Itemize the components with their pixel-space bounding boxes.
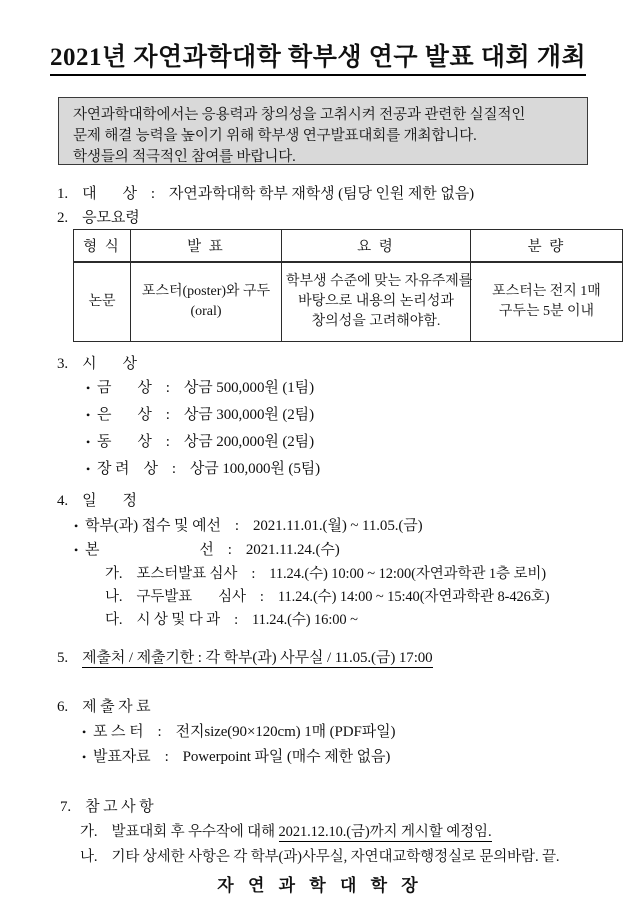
prize-enc-separator: :: [171, 461, 176, 477]
table-cell-presentation: 포스터(poster)와 구두(oral): [131, 262, 282, 342]
prize-bronze-name-b: 상: [137, 434, 152, 450]
prize-silver-value: 상금 300,000원 (2팀): [183, 407, 314, 423]
prize-item-silver: [86, 403, 314, 424]
poster-review-value: 11.24.(수) 10:00 ~ 12:00(자연과학관 1층 로비): [269, 566, 547, 582]
intro-notice-box: [58, 97, 588, 165]
table-cell-format: 논문: [74, 262, 131, 342]
table-row: [74, 262, 623, 342]
schedule-final-value: 2021.11.24.(수): [245, 542, 340, 558]
award-ceremony-value: 11.24.(수) 16:00 ~: [252, 612, 358, 628]
section-6-number: 6.: [57, 699, 69, 715]
prize-item-gold: [86, 376, 314, 397]
prize-bronze-name-a: 동: [97, 434, 112, 450]
award-ceremony-separator: :: [234, 612, 239, 628]
section-3-awards: [57, 352, 137, 373]
schedule-prelim-label: 학부(과) 접수 및 예선: [85, 518, 221, 534]
sub-marker-ga: 가.: [105, 566, 123, 582]
application-guide-table: [73, 229, 623, 342]
section-2-label: 응모요령: [82, 210, 140, 226]
bullet-dot-icon: •: [86, 435, 91, 449]
table-header-row: [74, 230, 623, 263]
prize-gold-name-b: 상: [137, 380, 152, 396]
guide-line-3: 창의성을 고려해야함.: [311, 314, 441, 329]
table-header-format: 형 식: [74, 230, 131, 263]
section-2-number: 2.: [57, 210, 69, 226]
prize-gold-name-a: 금: [97, 380, 112, 396]
prize-silver-name-b: 상: [137, 407, 152, 423]
prize-bronze-value: 상금 200,000원 (2팀): [183, 434, 314, 450]
material-poster-value: 전지size(90×120cm) 1매 (PDF파일): [175, 724, 396, 740]
note-row-contact: [80, 845, 559, 866]
schedule-prelim-value: 2021.11.01.(월) ~ 11.05.(금): [252, 518, 423, 534]
section-3-number: 3.: [57, 356, 69, 372]
section-3-label-a: 시: [82, 356, 97, 372]
prize-enc-name-b: 상: [143, 461, 158, 477]
table-cell-guide: [282, 262, 471, 342]
schedule-prelim-separator: :: [234, 518, 239, 534]
note-posting-deadline: 2021.12.10.(금)까지 게시할 예정임.: [278, 824, 492, 840]
section-1-value: 자연과학대학 학부 재학생 (팀당 인원 제한 없음): [168, 186, 475, 202]
table-header-amount: 분 량: [471, 230, 623, 263]
section-1-separator: :: [150, 186, 155, 202]
section-5-number: 5.: [57, 650, 69, 666]
schedule-sub-poster-review: [105, 562, 546, 583]
prize-item-encouragement: [86, 457, 320, 478]
table-header-guide: 요 령: [282, 230, 471, 263]
schedule-final-separator: :: [227, 542, 232, 558]
bullet-dot-icon: •: [82, 725, 87, 739]
guide-line-1: 학부생 수준에 맞는 자유주제를: [286, 274, 473, 289]
poster-review-label: 포스터발표 심사: [136, 566, 238, 582]
section-7-label: 참 고 사 항: [85, 799, 154, 815]
material-slides-separator: :: [164, 749, 169, 765]
guide-line-2: 바탕으로 내용의 논리성과: [298, 294, 454, 309]
section-7-number: 7.: [60, 799, 72, 815]
material-row-poster: [82, 720, 395, 741]
section-4-schedule: [57, 489, 137, 510]
oral-review-label: 구두발표: [136, 589, 193, 605]
note-row-posting: [80, 820, 492, 841]
schedule-row-preliminary: [74, 514, 423, 535]
material-slides-label: 발표자료: [93, 749, 151, 765]
table-cell-amount: [471, 262, 623, 342]
section-6-label: 제 출 자 료: [82, 699, 151, 715]
intro-line-2: 문제 해결 능력을 높이기 위해 학부생 연구발표대회를 개최합니다.: [73, 128, 477, 144]
prize-gold-value: 상금 500,000원 (1팀): [183, 380, 314, 396]
section-4-label-b: 정: [122, 493, 137, 509]
section-7-notes: [60, 795, 154, 816]
bullet-dot-icon: •: [86, 408, 91, 422]
note-marker-na: 나.: [80, 849, 98, 865]
award-ceremony-label: 시 상 및 다 과: [136, 612, 221, 628]
sub-marker-da: 다.: [105, 612, 123, 628]
bullet-dot-icon: •: [74, 519, 79, 533]
bullet-dot-icon: •: [82, 750, 87, 764]
schedule-final-label-b: 선: [199, 542, 214, 558]
material-row-slides: [82, 745, 390, 766]
material-slides-value: Powerpoint 파일 (매수 제한 없음): [182, 749, 391, 765]
note-contact-text: 기타 상세한 사항은 각 학부(과)사무실, 자연대교학행정실로 문의바람. 끝.: [111, 849, 560, 865]
schedule-row-final: [74, 538, 340, 559]
amount-line-1: 포스터는 전지 1매: [492, 284, 601, 299]
intro-line-1: 자연과학대학에서는 응용력과 창의성을 고취시켜 전공과 관련한 실질적인: [73, 107, 526, 123]
bullet-dot-icon: •: [86, 462, 91, 476]
section-4-number: 4.: [57, 493, 69, 509]
bullet-dot-icon: •: [74, 543, 79, 557]
sub-marker-na: 나.: [105, 589, 123, 605]
prize-gold-separator: :: [165, 380, 170, 396]
schedule-sub-oral-review: [105, 585, 549, 606]
amount-line-2: 구두는 5분 이내: [498, 304, 595, 319]
intro-line-3: 학생들의 적극적인 참여를 바랍니다.: [73, 149, 296, 165]
oral-review-separator: :: [259, 589, 264, 605]
oral-review-value: 11.24.(수) 14:00 ~ 15:40(자연과학관 8-426호): [277, 589, 550, 605]
schedule-final-label-a: 본: [85, 542, 100, 558]
footer-signature: 자 연 과 학 대 학 장: [217, 876, 423, 895]
material-poster-label: 포 스 터: [93, 724, 144, 740]
section-2-application-guide: [57, 206, 140, 227]
poster-review-separator: :: [251, 566, 256, 582]
oral-review-label-pad: 심사: [218, 589, 246, 605]
prize-item-bronze: [86, 430, 314, 451]
section-4-label-a: 일: [82, 493, 97, 509]
section-1-label-b: 상: [122, 186, 137, 202]
schedule-sub-award-ceremony: [105, 608, 358, 629]
section-1-label-a: 대: [82, 186, 97, 202]
page-title: 2021년 자연과학대학 학부생 연구 발표 대회 개최: [50, 44, 586, 76]
prize-silver-name-a: 은: [97, 407, 112, 423]
section-5-text: 제출처 / 제출기한 : 각 학부(과) 사무실 / 11.05.(금) 17:00: [82, 650, 433, 666]
section-1-number: 1.: [57, 186, 69, 202]
prize-silver-separator: :: [165, 407, 170, 423]
note-marker-ga: 가.: [80, 824, 98, 840]
prize-bronze-separator: :: [165, 434, 170, 450]
table-header-presentation: 발 표: [131, 230, 282, 263]
prize-enc-name-a: 장 려: [97, 461, 130, 477]
section-3-label-b: 상: [122, 356, 137, 372]
section-6-materials: [57, 695, 151, 716]
bullet-dot-icon: •: [86, 381, 91, 395]
note-posting-text: 발표대회 후 우수작에 대해: [111, 824, 279, 840]
prize-enc-value: 상금 100,000원 (5팀): [189, 461, 321, 477]
material-poster-separator: :: [157, 724, 162, 740]
section-1-target: [57, 182, 474, 203]
section-5-submission: [57, 646, 433, 667]
